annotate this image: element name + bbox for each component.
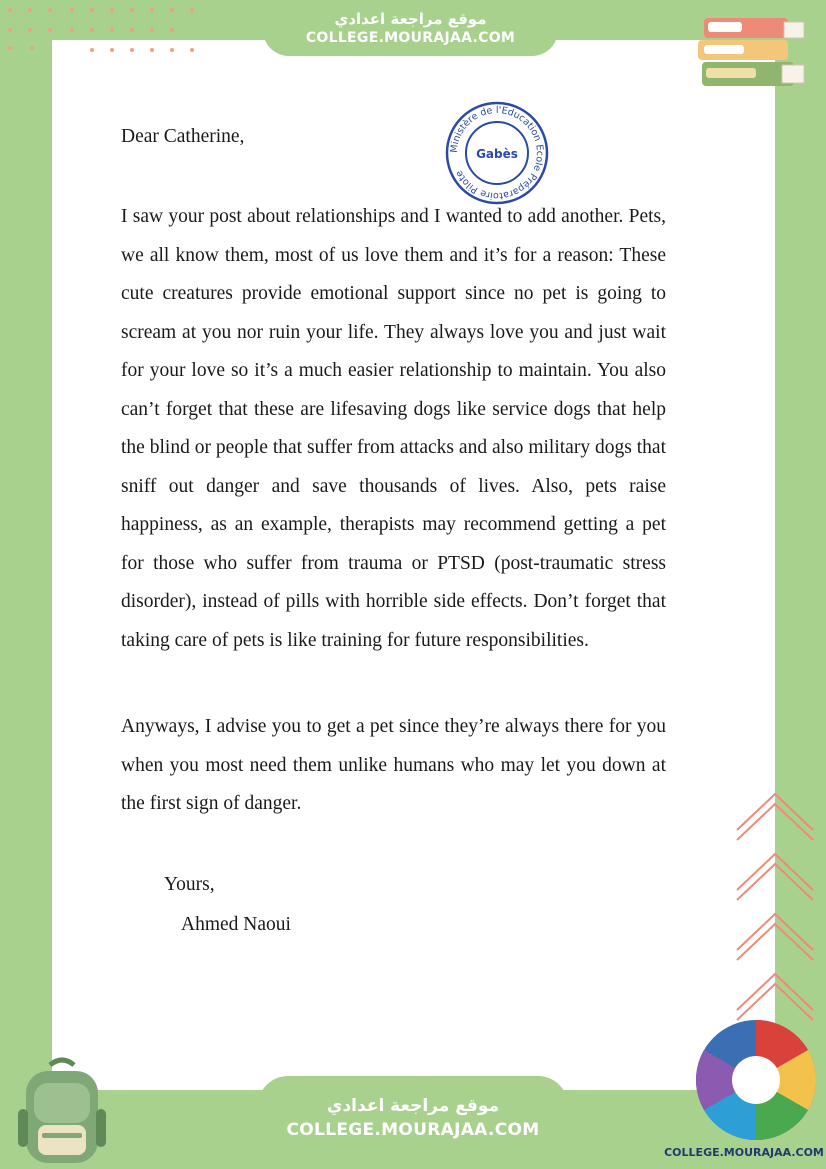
watermark-arabic-top: موقع مراجعة اعدادي <box>334 10 487 28</box>
watermark-banner-bottom[interactable] <box>258 1076 568 1169</box>
backpack-icon <box>12 1055 112 1167</box>
logo-site-label[interactable]: COLLEGE.MOURAJAA.COM <box>664 1146 824 1159</box>
letter-paragraph-1: I saw your post about relationships and I wanted to add another. Pets, we all know them, most of us love them and it’s for a reason: These cute creatures provide emotional support since no pet is going to scream at you nor ruin your life. They always love you and just wait for your love so it’s a much easier relationship to maintain. You also can’t forget that these are lifesaving dogs like service dogs that help the blind or people that suffer from attacks and also military dogs that sniff out danger and save thousands of lives. Also, pets raise happiness, as an example, therapists may recommend getting a pet for those who suffer from trauma or PTSD (post-traumatic stress disorder), instead of pills with horrible side effects. Don’t forget that taking care of pets is like training for future responsibilities. <box>121 206 666 651</box>
school-stamp <box>444 100 550 206</box>
letter-closing: Yours, <box>164 874 215 895</box>
letter-paragraph-2: Anyways, I advise you to get a pet since they’re always there for you when you most need them unlike humans who may let you down at the first sign of danger. <box>121 716 666 814</box>
subjects-wheel-logo <box>694 1018 818 1142</box>
watermark-url-bottom[interactable]: COLLEGE.MOURAJAA.COM <box>286 1120 540 1140</box>
watermark-url-top[interactable]: COLLEGE.MOURAJAA.COM <box>305 30 516 46</box>
decorative-dots <box>0 2 210 52</box>
chevrons-decoration <box>732 790 818 1030</box>
stamp-ring-text: Ministère de l'Education Ecole Préparatoire Pilote <box>448 104 546 202</box>
letter-salutation: Dear Catherine, <box>121 126 245 147</box>
letter-signature: Ahmed Naoui <box>181 914 291 935</box>
stamp-center-text: Gabès <box>476 147 518 161</box>
watermark-arabic-bottom: موقع مراجعة اعدادي <box>326 1096 500 1116</box>
books-stack-icon <box>690 10 810 95</box>
watermark-banner-top[interactable] <box>263 0 558 56</box>
